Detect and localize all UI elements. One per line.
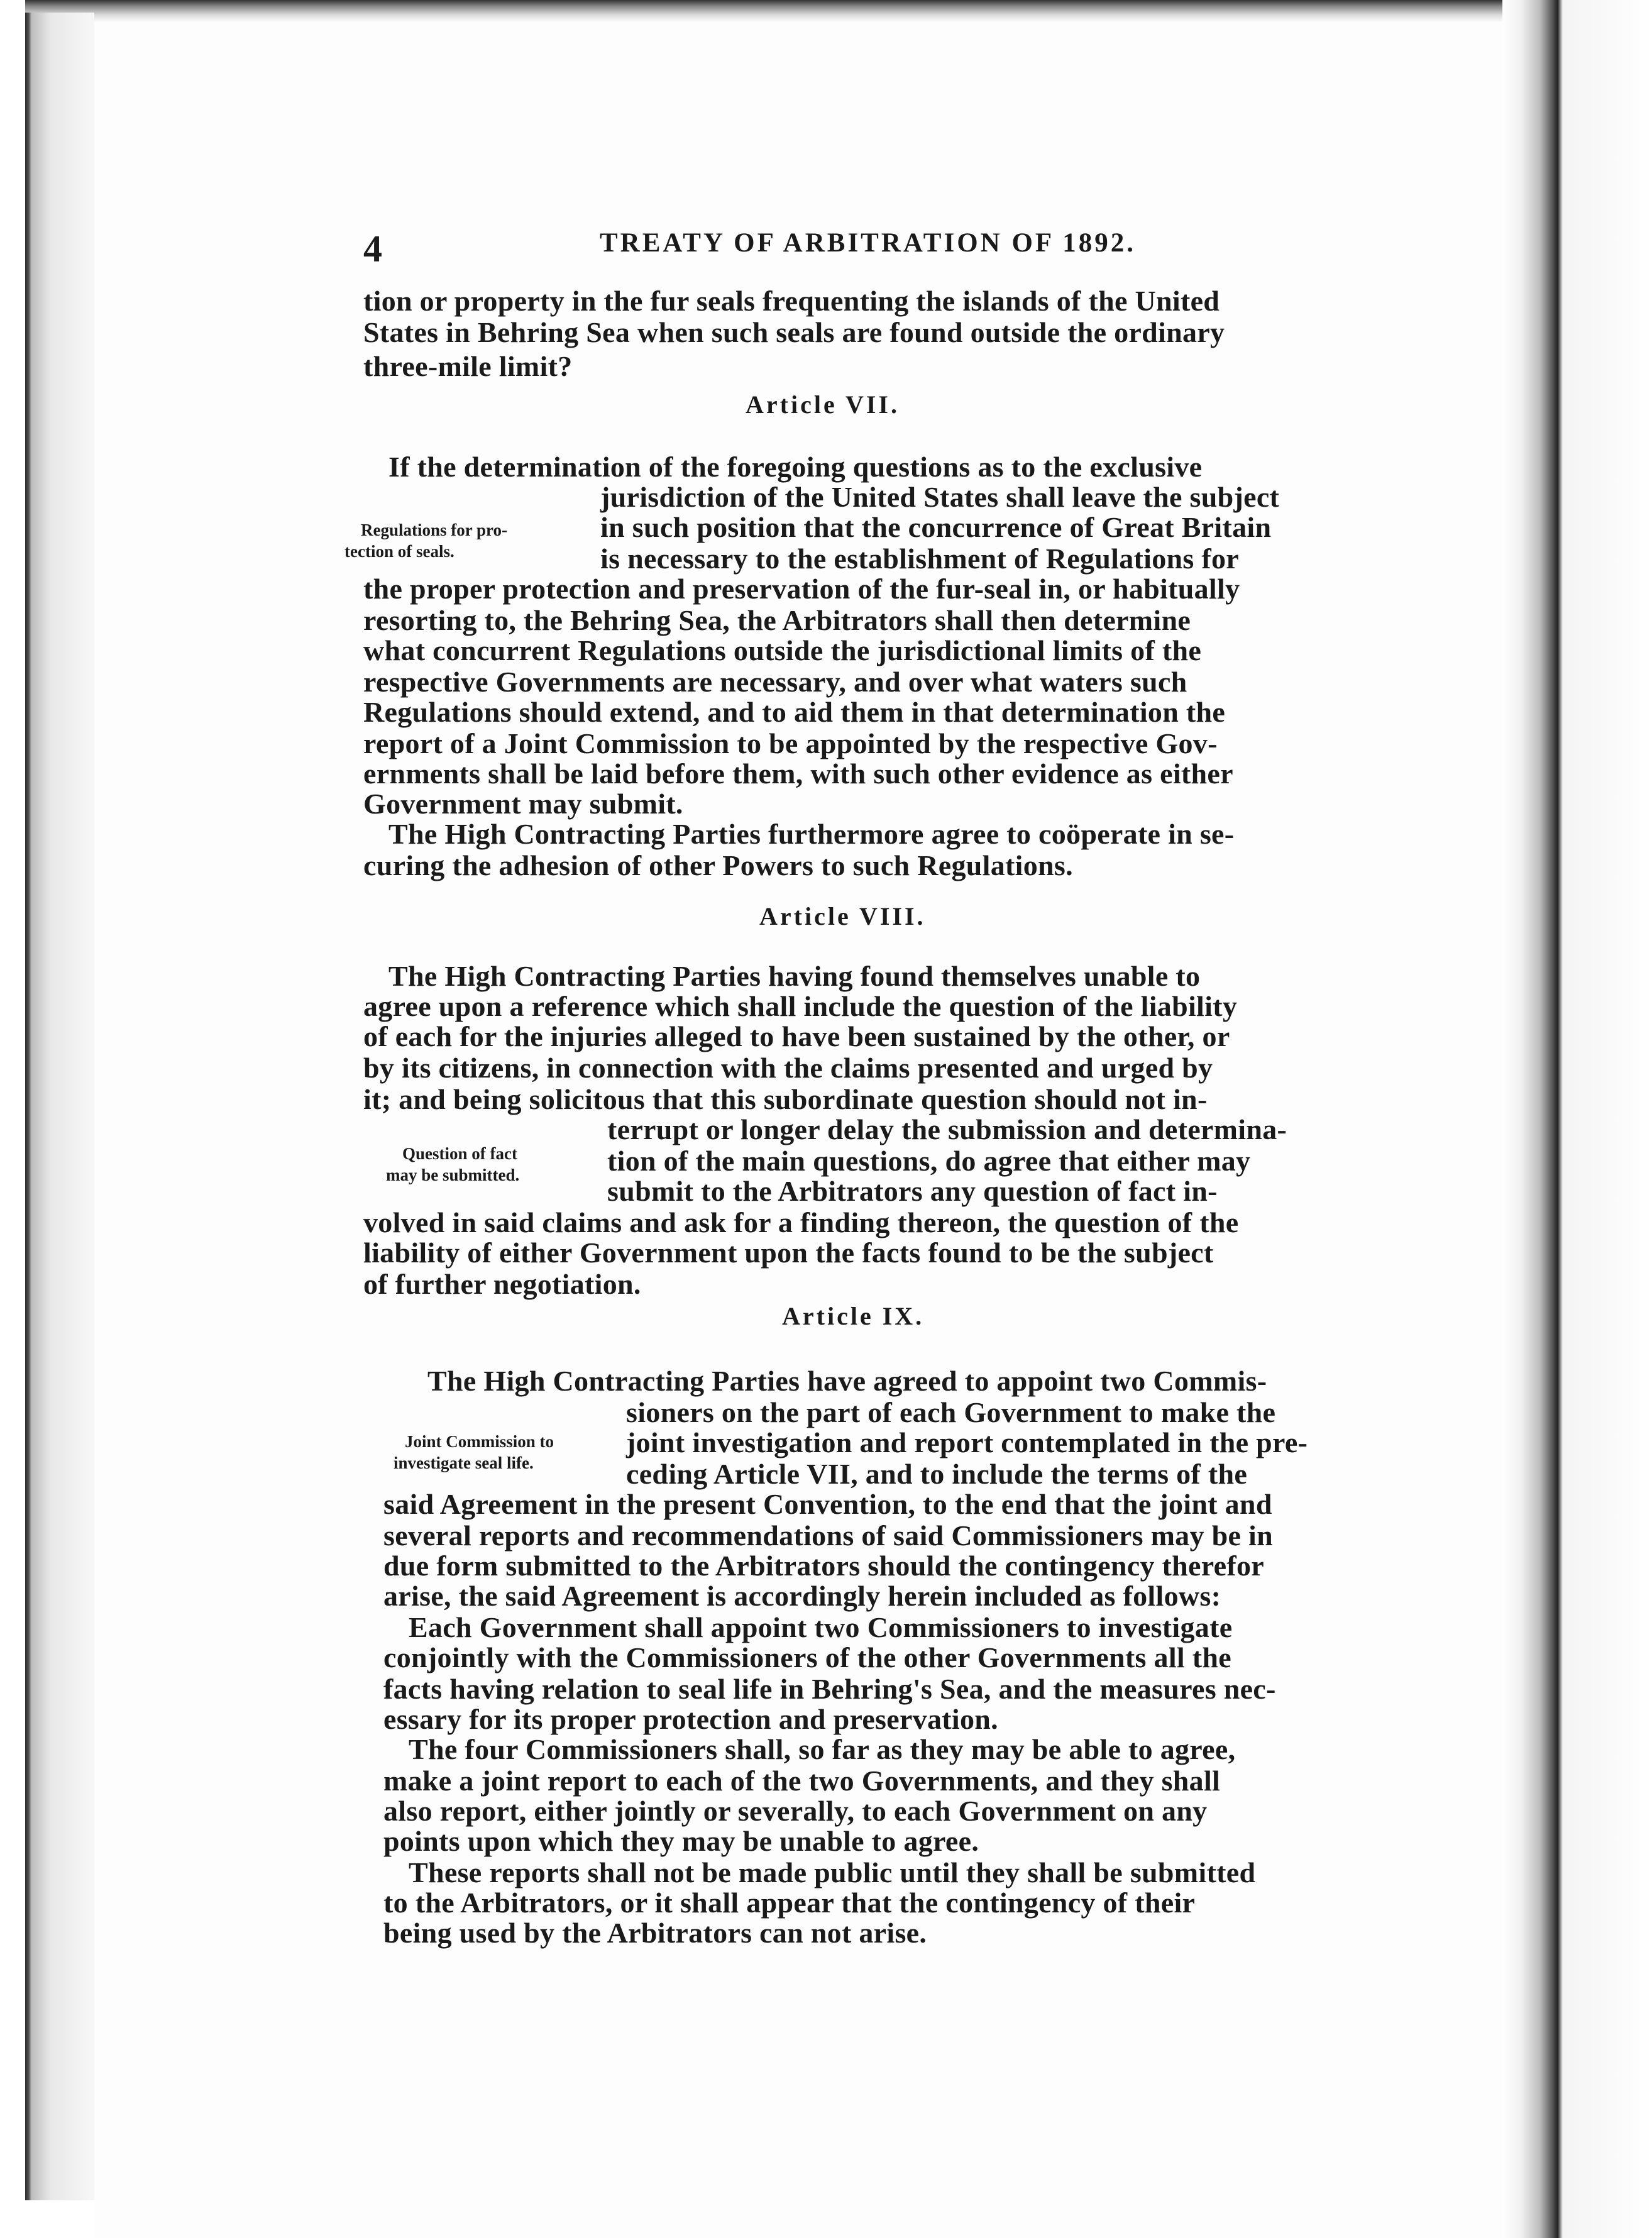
article-viii-line: by its citizens, in connection with the claims presented and urged by: [363, 1052, 1213, 1084]
article-ix-line: said Agreement in the present Convention, to the end that the joint and: [383, 1488, 1272, 1520]
article-vii-line: report of a Joint Commission to be appointed by the respective Gov-: [363, 727, 1218, 759]
running-head: TREATY OF ARBITRATION OF 1892.: [600, 228, 1137, 258]
margin-note-line: tection of seals.: [344, 542, 454, 561]
article-ix-line: make a joint report to each of the two Governments, and they shall: [383, 1765, 1221, 1797]
article-viii-line: tion of the main questions, do agree that either may: [607, 1145, 1251, 1177]
article-vii-line: ernments shall be laid before them, with such other evidence as either: [363, 758, 1233, 790]
article-ix-heading: Article IX.: [782, 1302, 925, 1330]
margin-note-line: investigate seal life.: [394, 1453, 534, 1472]
page-number: 4: [363, 228, 382, 270]
article-vii-line: jurisdiction of the United States shall leave the subject: [600, 481, 1280, 513]
article-ix-line: sioners on the part of each Government to make the: [626, 1396, 1276, 1428]
article-viii-line: liability of either Government upon the facts found to be the subject: [363, 1237, 1214, 1269]
article-ix-line: conjointly with the Commissioners of the other Governments all the: [383, 1641, 1231, 1673]
article-ix-line: joint investigation and report contemplated in the pre-: [626, 1426, 1308, 1458]
article-viii-line: terrupt or longer delay the submission and determina-: [607, 1113, 1287, 1145]
article-ix-line: ceding Article VII, and to include the terms of the: [626, 1458, 1248, 1490]
article-viii-line: of each for the injuries alleged to have been sustained by the other, or: [363, 1020, 1230, 1052]
article-ix-line: The four Commissioners shall, so far as they may be able to agree,: [409, 1733, 1236, 1765]
article-ix-line: being used by the Arbitrators can not arise.: [383, 1917, 927, 1949]
article-vii-line: in such position that the concurrence of Great Britain: [600, 511, 1272, 543]
article-viii-line: of further negotiation.: [363, 1268, 641, 1300]
margin-note-line: Joint Commission to: [405, 1432, 554, 1451]
article-ix-line: essary for its proper protection and preservation.: [383, 1703, 998, 1735]
article-vii-line: curing the adhesion of other Powers to such Regulations.: [363, 849, 1073, 881]
article-vii-line: the proper protection and preservation of the fur-seal in, or habitually: [363, 573, 1240, 605]
article-vii-line: The High Contracting Parties furthermore agree to coöperate in se-: [388, 818, 1235, 850]
article-ix-line: due form submitted to the Arbitrators should the contingency therefor: [383, 1550, 1265, 1582]
article-vii-line: what concurrent Regulations outside the jurisdictional limits of the: [363, 634, 1202, 666]
scan-border-top: [25, 0, 1559, 23]
margin-note-line: Regulations for pro-: [361, 521, 508, 539]
intro-line: States in Behring Sea when such seals are found outside the ordinary: [363, 316, 1225, 348]
book-edge-left: [25, 13, 94, 2200]
article-ix-line: The High Contracting Parties have agreed to appoint two Commis-: [427, 1365, 1267, 1397]
article-viii-line: it; and being solicitous that this subordinate question should not in-: [363, 1083, 1208, 1115]
article-vii-line: If the determination of the foregoing questions as to the exclusive: [388, 451, 1203, 483]
article-viii-line: volved in said claims and ask for a finding thereon, the question of the: [363, 1206, 1239, 1238]
article-vii-line: Government may submit.: [363, 788, 683, 820]
article-ix-line: arise, the said Agreement is accordingly herein included as follows:: [383, 1580, 1221, 1612]
article-viii-heading: Article VIII.: [759, 902, 926, 930]
article-ix-line: several reports and recommendations of said Commissioners may be in: [383, 1519, 1273, 1552]
intro-line: three-mile limit?: [363, 350, 573, 382]
article-viii-line: submit to the Arbitrators any question of fact in-: [607, 1175, 1218, 1207]
article-ix-line: also report, either jointly or severally, to each Government on any: [383, 1795, 1208, 1827]
article-vii-line: is necessary to the establishment of Regulations for: [600, 543, 1240, 575]
article-ix-line: facts having relation to seal life in Behring's Sea, and the measures nec-: [383, 1673, 1276, 1705]
article-ix-line: Each Government shall appoint two Commissioners to investigate: [409, 1611, 1233, 1643]
article-viii-line: agree upon a reference which shall include the question of the liability: [363, 990, 1238, 1022]
article-ix-line: points upon which they may be unable to agree.: [383, 1825, 979, 1857]
margin-note-line: Question of fact: [402, 1144, 517, 1163]
article-vii-line: respective Governments are necessary, and over what waters such: [363, 666, 1187, 698]
article-vii-line: Regulations should extend, and to aid them in that determination the: [363, 696, 1226, 728]
book-edge-right: [1502, 0, 1652, 2238]
intro-line: tion or property in the fur seals frequenting the islands of the United: [363, 285, 1220, 317]
article-vii-heading: Article VII.: [746, 390, 900, 419]
article-vii-line: resorting to, the Behring Sea, the Arbitrators shall then determine: [363, 604, 1191, 636]
margin-note-line: may be submitted.: [386, 1166, 520, 1184]
article-viii-line: The High Contracting Parties having found themselves unable to: [388, 960, 1201, 992]
article-ix-line: These reports shall not be made public until they shall be submitted: [409, 1856, 1256, 1888]
article-ix-line: to the Arbitrators, or it shall appear that the contingency of their: [383, 1887, 1196, 1919]
